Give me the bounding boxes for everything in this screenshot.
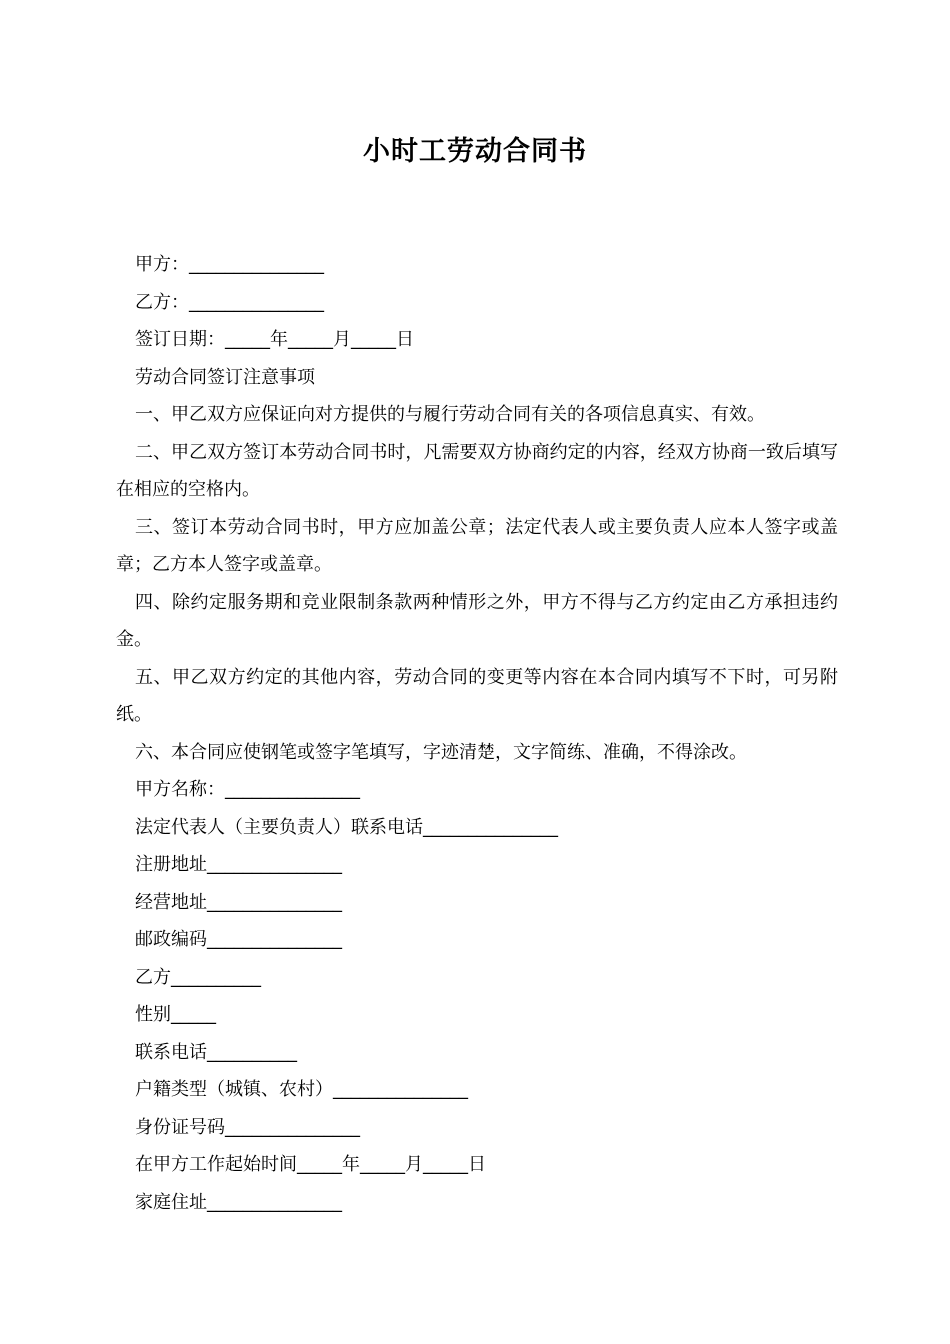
field-business-address: 经营地址_______________ [135,891,342,913]
party-a-line: 甲方：_______________ [135,254,324,275]
signing-date-line: 签订日期：_____年_____月_____日 [135,329,414,350]
note-paragraph-2: 二、甲乙双方签订本劳动合同书时，凡需要双方协商约定的内容，经双方协商一致后填写在相应的空格内。 [116,441,838,500]
field-party-b: 乙方__________ [135,966,261,988]
field-id-number: 身份证号码_______________ [135,1116,360,1138]
note-paragraph-4: 四、除约定服务期和竞业限制条款两种情形之外，甲方不得与乙方约定由乙方承担违约金。 [116,591,838,650]
note-paragraph-3: 三、签订本劳动合同书时，甲方应加盖公章；法定代表人或主要负责人应本人签字或盖章；乙方本人签字或盖章。 [116,516,838,575]
notes-heading: 劳动合同签订注意事项 [135,366,315,388]
note-paragraph-5: 五、甲乙双方约定的其他内容，劳动合同的变更等内容在本合同内填写不下时，可另附纸。 [116,666,838,725]
field-household-type: 户籍类型（城镇、农村）_______________ [135,1079,468,1100]
field-registered-address: 注册地址_______________ [135,854,342,875]
field-legal-rep-phone: 法定代表人（主要负责人）联系电话_______________ [135,816,558,838]
note-paragraph-6: 六、本合同应使钢笔或签字笔填写，字迹清楚，文字简练、准确，不得涂改。 [135,741,747,763]
field-gender: 性别_____ [135,1004,216,1025]
field-home-address: 家庭住址_______________ [135,1191,342,1213]
field-contact-phone: 联系电话__________ [135,1041,297,1063]
document-body [116,246,838,1221]
note-paragraph-1: 一、甲乙双方应保证向对方提供的与履行劳动合同有关的各项信息真实、有效。 [135,404,765,425]
document-title: 小时工劳动合同书 [363,136,587,167]
field-party-a-name: 甲方名称：_______________ [135,779,360,800]
field-postal-code: 邮政编码_______________ [135,929,342,950]
field-start-date: 在甲方工作起始时间_____年_____月_____日 [135,1154,486,1175]
party-b-line: 乙方：_______________ [135,291,324,313]
